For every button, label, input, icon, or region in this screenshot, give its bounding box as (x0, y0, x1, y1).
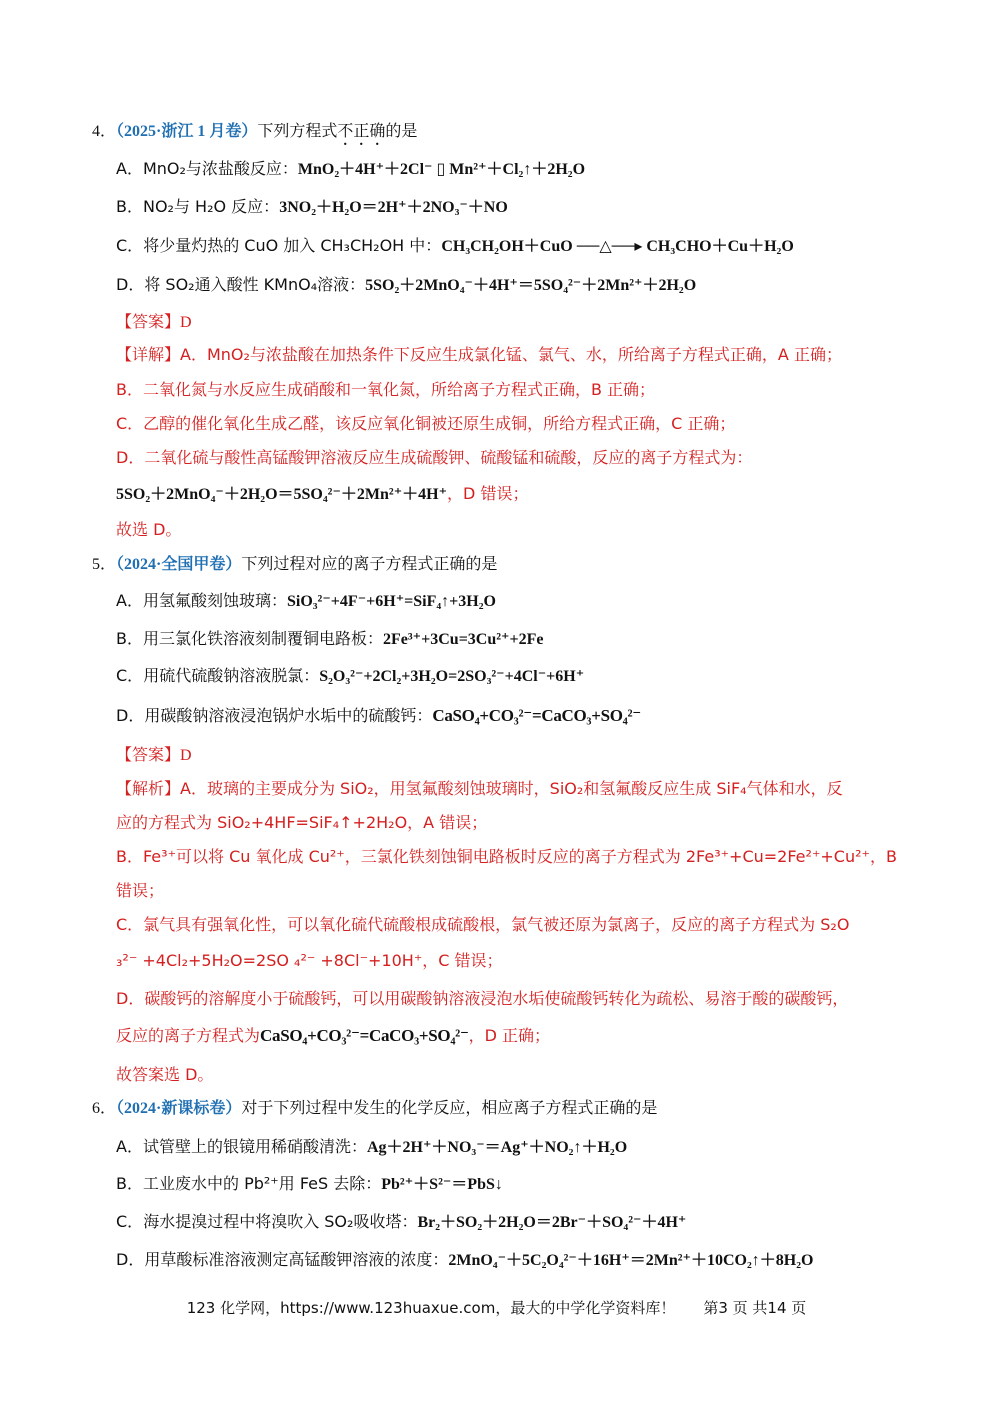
analysis-equation: CaSO₄+CO₃²⁻=CaCO₃+SO₄²⁻ (260, 1026, 469, 1045)
option-text: 用氢氟酸刻蚀玻璃： (142, 591, 287, 610)
option-text: 海水提溴过程中将溴吹入 SO₂吸收塔： (143, 1212, 418, 1231)
q4-detail-equation-line (116, 483, 528, 506)
option-equation: Ag＋2H⁺＋NO₃⁻＝Ag⁺＋NO₂↑＋H₂O (366, 1139, 628, 1156)
q4-conclusion: 故选 D。 (116, 520, 182, 539)
option-text: MnO₂与浓盐酸反应： (142, 159, 298, 178)
option-equation: CH₃CH₂OH＋CuO ──△──▸ CH₃CHO＋Cu＋H₂O (441, 238, 794, 255)
answer-label: 【答案】 (116, 745, 181, 764)
q5-analysis-line-5: C．氯气具有强氧化性，可以氧化硫代硫酸根成硫酸根，氯气被还原为氯离子，反应的离子方程式为 S₂O (116, 915, 850, 934)
option-letter: C． (116, 1212, 144, 1231)
option-letter: D． (116, 706, 145, 725)
q5-analysis-line-3: B．Fe³⁺可以将 Cu 氧化成 Cu²⁺，三氯化铁刻蚀铜电路板时反应的离子方程式为 2Fe³⁺+Cu=2Fe²⁺+Cu²⁺，B (116, 847, 897, 866)
q5-option-d (116, 705, 641, 727)
option-letter: D． (116, 1250, 145, 1269)
analysis-label: 【解析】 (116, 779, 181, 798)
option-text: 试管壁上的银镜用稀硝酸清洗： (142, 1137, 367, 1156)
option-letter: C． (116, 236, 144, 255)
detail-equation: 5SO₂＋2MnO₄⁻＋2H₂O＝5SO₄²⁻＋2Mn²⁺＋4H⁺ (116, 486, 448, 503)
q6-option-a (116, 1136, 627, 1159)
q4-option-b (116, 196, 508, 219)
option-text: 用硫代硫酸钠溶液脱氯： (143, 666, 320, 685)
option-equation: CaSO₄+CO₃²⁻=CaCO₃+SO₄²⁻ (432, 706, 641, 725)
stem-emphasis: 不正确 (337, 121, 386, 140)
option-equation: S₂O₃²⁻+2Cl₂+3H₂O=2SO₃²⁻+4Cl⁻+6H⁺ (319, 668, 585, 685)
option-equation: Br₂＋SO₂＋2H₂O＝2Br⁻＋SO₄²⁻＋4H⁺ (417, 1214, 687, 1231)
q6-option-b (116, 1173, 503, 1196)
option-letter: B． (116, 629, 143, 648)
q5-analysis-line-4: 错误； (116, 881, 165, 900)
q5-analysis-line-6: ₃²⁻ +4Cl₂+5H₂O=2SO ₄²⁻ +8Cl⁻+10H⁺，C 错误； (116, 951, 503, 970)
q5-analysis-line-1 (116, 778, 843, 800)
option-letter: D． (116, 275, 145, 294)
q6-option-d (116, 1249, 814, 1272)
option-text: 将 SO₂通入酸性 KMnO₄溶液： (144, 275, 366, 294)
option-equation: Pb²⁺＋S²⁻＝PbS↓ (381, 1176, 503, 1193)
q4-option-c (116, 235, 794, 258)
question-source: （2024·全国甲卷） (116, 556, 242, 573)
detail-equation-tail: ，D 错误； (447, 484, 529, 503)
q4-detail-line-4: D．二氧化硫与酸性高锰酸钾溶液反应生成硫酸钾、硫酸锰和硫酸，反应的离子方程式为： (116, 448, 753, 467)
q4-detail-line-3: C．乙醇的催化氧化生成乙醛，该反应氧化铜被还原生成铜，所给方程式正确，C 正确； (116, 414, 736, 433)
option-text: 将少量灼热的 CuO 加入 CH₃CH₂OH 中： (143, 236, 442, 255)
answer-label: 【答案】 (116, 312, 181, 331)
analysis-text: 反应的离子方程式为 (116, 1026, 261, 1045)
detail-text: A．MnO₂与浓盐酸在加热条件下反应生成氯化锰、氯气、水，所给离子方程式正确，A 正确； (180, 345, 842, 364)
option-equation: SiO₃²⁻+4F⁻+6H⁺=SiF₄↑+3H₂O (286, 593, 496, 610)
option-letter: A． (116, 1137, 143, 1156)
stem-text-end: 的是 (385, 121, 418, 140)
question-number: 5． (92, 556, 117, 573)
q5-analysis-line-2: 应的方程式为 SiO₂+4HF=SiF₄↑+2H₂O，A 错误； (116, 813, 488, 832)
option-equation: 2MnO₄⁻＋5C₂O₄²⁻＋16H⁺＝2Mn²⁺＋10CO₂↑＋8H₂O (448, 1252, 814, 1269)
q5-option-c (116, 665, 584, 688)
analysis-text: A．玻璃的主要成分为 SiO₂，用氢氟酸刻蚀玻璃时，SiO₂和氢氟酸反应生成 SiF₄气体和水，反 (180, 779, 843, 798)
option-letter: A． (116, 159, 143, 178)
option-text: 用碳酸钠溶液浸泡锅炉水垢中的硫酸钙： (144, 706, 433, 725)
answer-value: D (180, 314, 192, 331)
question-6-stem (92, 1097, 657, 1120)
stem-text: 下列方程式 (257, 121, 338, 140)
option-letter: B． (116, 1174, 143, 1193)
page-footer (0, 1297, 993, 1318)
option-equation: MnO₂＋4H⁺＋2Cl⁻ ▯ Mn²⁺＋Cl₂↑＋2H₂O (297, 161, 586, 178)
option-letter: B． (116, 197, 143, 216)
q5-answer (116, 744, 192, 767)
question-source: （2025·浙江 1 月卷） (116, 123, 258, 140)
footer-text: 123 化学网，https://www.123huaxue.com，最大的中学化学资料库！ (186, 1299, 676, 1317)
option-text: 用三氯化铁溶液刻制覆铜电路板： (142, 629, 383, 648)
q6-option-c (116, 1211, 686, 1234)
option-letter: A． (116, 591, 143, 610)
q5-option-a (116, 590, 496, 613)
option-text: 用草酸标准溶液测定高锰酸钾溶液的浓度： (144, 1250, 449, 1269)
page-number: 第3 页 共14 页 (703, 1299, 807, 1317)
question-4-stem (92, 120, 417, 149)
q4-detail-line-2: B．二氧化氮与水反应生成硝酸和一氧化氮，所给离子方程式正确，B 正确； (116, 380, 656, 399)
q4-option-a (116, 158, 585, 181)
question-5-stem (92, 553, 497, 576)
question-source: （2024·新课标卷） (116, 1100, 242, 1117)
analysis-equation-tail: ，D 正确； (468, 1026, 551, 1045)
q4-answer (116, 311, 192, 334)
q5-conclusion: 故答案选 D。 (116, 1065, 214, 1084)
stem-text: 下列过程对应的离子方程式正确的是 (241, 554, 498, 573)
answer-value: D (180, 747, 192, 764)
option-letter: C． (116, 666, 144, 685)
option-equation: 3NO₂＋H₂O＝2H⁺＋2NO₃⁻＋NO (279, 199, 508, 216)
q5-option-b (116, 628, 544, 651)
q5-analysis-line-7: D．碳酸钙的溶解度小于硫酸钙，可以用碳酸钠溶液浸泡水垢使硫酸钙转化为疏松、易溶于酸的碳酸钙， (116, 989, 849, 1008)
q4-option-d (116, 274, 696, 297)
question-number: 4． (92, 123, 117, 140)
option-text: NO₂与 H₂O 反应： (142, 197, 280, 216)
detail-label: 【详解】 (116, 345, 181, 364)
q5-analysis-line-8 (116, 1025, 550, 1047)
q4-detail-line-1 (116, 344, 842, 366)
option-equation: 5SO₂＋2MnO₄⁻＋4H⁺＝5SO₄²⁻＋2Mn²⁺＋2H₂O (365, 277, 697, 294)
option-text: 工业废水中的 Pb²⁺用 FeS 去除： (142, 1174, 382, 1193)
stem-text: 对于下列过程中发生的化学反应，相应离子方程式正确的是 (241, 1098, 658, 1117)
option-equation: 2Fe³⁺+3Cu=3Cu²⁺+2Fe (383, 631, 544, 648)
question-number: 6． (92, 1100, 117, 1117)
